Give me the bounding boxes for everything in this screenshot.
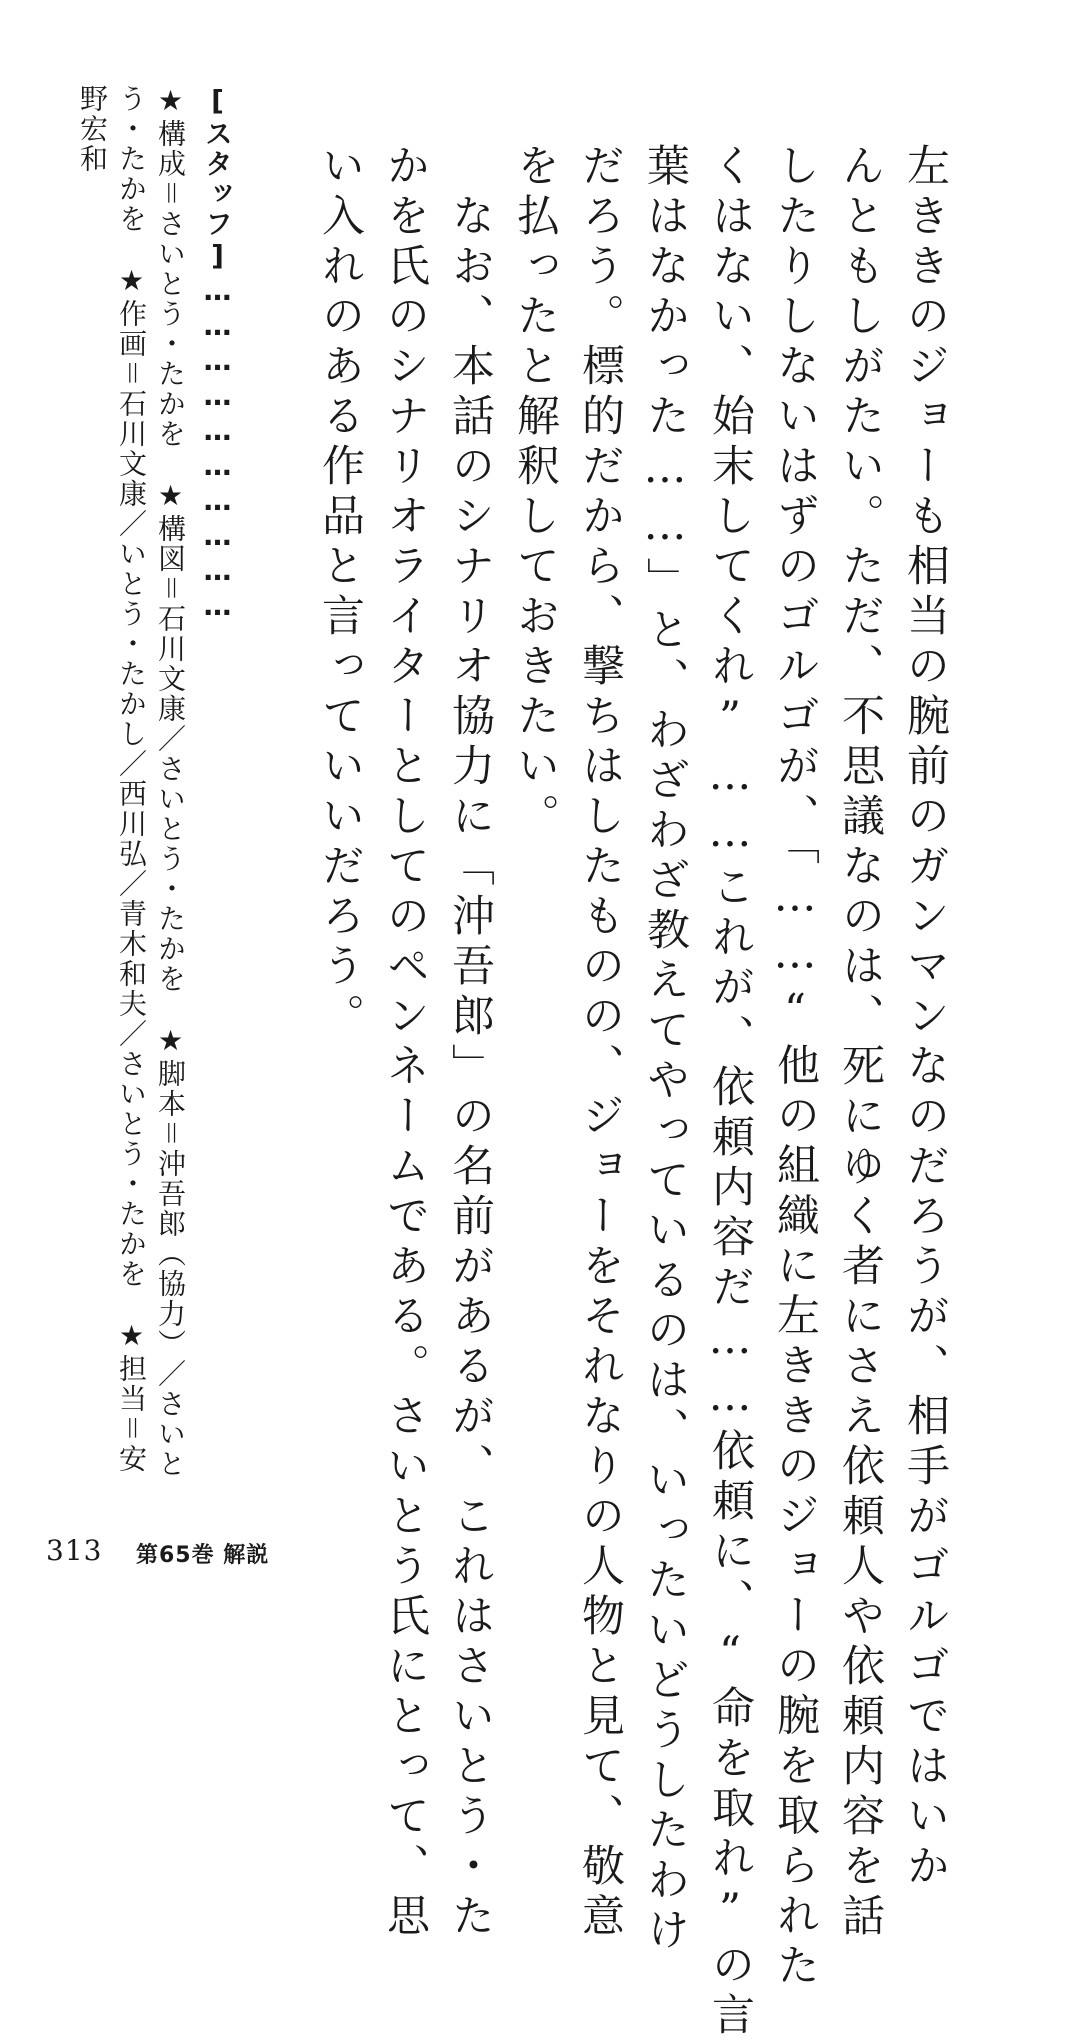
staff-line-1: ★構成＝さいとう・たかを ★構図＝石川文康／さいとう・たかを ★脚本＝沖吾郎（協力）／さいと — [154, 84, 187, 1479]
body-column-1: 左ききのジョーも相当の腕前のガンマンなのだろうが、相手がゴルゴではいか — [900, 143, 950, 1893]
staff-line-3: 野宏和 — [76, 84, 109, 174]
body-column-9: かを氏のシナリオライターとしてのペンネームである。さいとう氏にとって、思 — [380, 143, 430, 1943]
body-column-7: を払ったと解釈しておきたい。 — [510, 143, 560, 843]
body-column-3: したりしないはずのゴルゴが、「……“他の組織に左ききのジョーの腕を取られた — [770, 143, 820, 1993]
body-column-6: だろう。標的だから、撃ちはしたものの、ジョーをそれなりの人物と見て、敬意 — [575, 143, 625, 1943]
staff-heading: [スタッフ]………………………… — [201, 84, 234, 624]
body-column-4: くはない、始末してくれ”……これが、依頼内容だ……依頼に、“命を取れ”の言 — [705, 143, 755, 2042]
body-column-10: い入れのある作品と言っていいだろう。 — [315, 143, 365, 1043]
body-column-2: んともしがたい。ただ、不思議なのは、死にゆく者にさえ依頼人や依頼内容を話 — [835, 143, 885, 1943]
body-column-5: 葉はなかった……」と、わざわざ教えてやっているのは、いったいどうしたわけ — [640, 143, 690, 1957]
page-number: 313 — [46, 1534, 103, 1567]
body-column-8: なお、本話のシナリオ協力に「沖吾郎」の名前があるが、これはさいとう・た — [445, 143, 495, 1943]
volume-label: 第65巻 解説 — [136, 1543, 270, 1568]
staff-line-2: う・たかを ★作画＝石川文康／いとう・たかし／西川弘／青木和夫／さいとう・たかを ★担当＝安 — [115, 84, 148, 1474]
